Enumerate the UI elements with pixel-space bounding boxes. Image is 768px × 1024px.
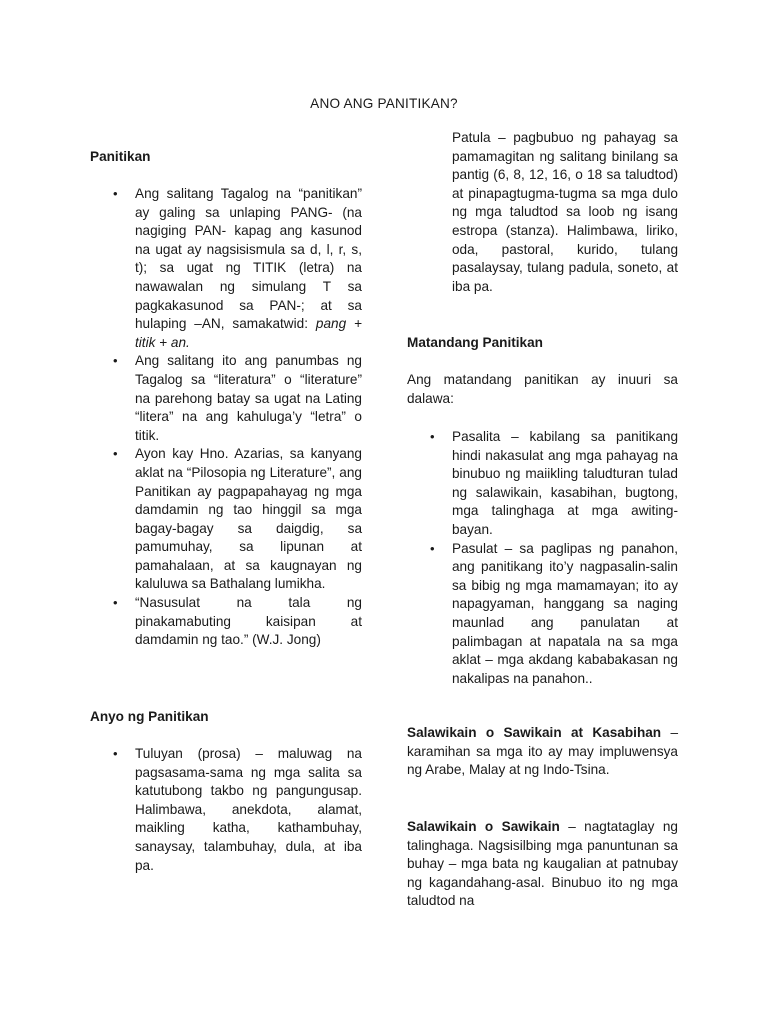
anyo-list (113, 745, 362, 875)
list-item (113, 745, 362, 875)
bullet-icon: • (113, 595, 118, 611)
list-item (430, 540, 678, 689)
list-item (430, 428, 678, 540)
list-item (113, 594, 362, 650)
para-text: – nagtataglay ng talinghaga. Nagsisilbing mga panuntunan sa buhay – mga bata ng kaugalian at patnubay ng kagandahang-asal. Binubuo ito ng mga taludtod na (407, 819, 678, 909)
list-item-text: Ang salitang Tagalog na “panitikan” ay galing sa unlaping PANG- (na nagiging PAN- kapag ang kasunod na ugat ay nagsisismula sa d, l, r, s, t); sa ugat ng TITIK (letra) na nawawalan ng simulang T sa pagkakasunod sa PAN-; at sa hulaping –AN, samakatwid: (135, 186, 362, 332)
list-item-italic: pang + titik + an. (135, 316, 362, 350)
bullet-icon: • (430, 429, 435, 444)
para-bold-term: Salawikain o Sawikain at Kasabihan (407, 725, 662, 740)
page-title: ANO ANG PANITIKAN? (310, 96, 458, 111)
patula-paragraph: Patula – pagbubuo ng pahayag sa pamamagitan ng salitang binilang sa pantig (6, 8, 12, 16, o 18 sa taludtod) at pinapagtugma-tugma sa mga dulo ng mga taludtod sa loob ng isang estropa (stanza). Halimbawa, liriko, oda, pastoral, kurido, tulang pasalaysay, tulang padula, soneto, at iba pa. (452, 130, 678, 294)
list-item (113, 445, 362, 594)
list-item-text: “Nasusulat na tala ng pinakamabuting kaisipan at damdamin ng tao.” (W.J. Jong) (135, 595, 362, 648)
salawikain-paragraph (407, 818, 678, 911)
list-item-text: Pasalita – kabilang sa panitikang hindi nakasulat ang mga pahayag na binubuo ng maiikling taludturan tulad ng salawikain, kasabihan, bugtong, mga talinghaga at mga awiting-bayan. (452, 429, 678, 537)
bullet-icon: • (430, 540, 435, 556)
list-item (113, 352, 362, 445)
para-bold-term: Salawikain o Sawikain (407, 819, 560, 834)
heading-panitikan: Panitikan (90, 149, 151, 164)
salawikain-kasabihan-paragraph (407, 724, 678, 780)
bullet-icon: • (113, 186, 118, 201)
list-item-text: Tuluyan (prosa) – maluwag na pagsasama-sama ng mga salita sa katutubong takbo ng pangungusap. Halimbawa, anekdota, alamat, maikling katha, kathambuhay, sanaysay, talambuhay, dula, at iba pa. (135, 746, 362, 873)
bullet-icon: • (113, 353, 118, 369)
heading-matandang: Matandang Panitikan (407, 335, 543, 350)
matandang-list (430, 428, 678, 688)
bullet-icon: • (113, 746, 118, 761)
matandang-intro: Ang matandang panitikan ay inuuri sa dalawa: (407, 372, 678, 406)
panitikan-list (113, 185, 362, 650)
list-item-text: Pasulat – sa paglipas ng panahon, ang panitikang ito’y nagpasalin-salin sa bibig ng mga mamamayan; ito ay napagyaman, hanggang sa naging maunlad ang panulatan at palimbagan at napatala na sa mga aklat – mga akdang kababakasan ng nakalipas na panahon.. (452, 540, 678, 686)
list-item (113, 185, 362, 352)
bullet-icon: • (113, 446, 118, 462)
heading-anyo: Anyo ng Panitikan (90, 709, 209, 724)
list-item-text: Ayon kay Hno. Azarias, sa kanyang aklat na “Pilosopia ng Literature”, ang Panitikan ay pagpapahayag ng mga damdamin ng tao hinggil sa mga bagay-bagay sa daigdig, sa pamumuhay, sa lipunan at pamahalaan, at sa kaugnayan ng kaluluwa sa Bathalang lumikha. (135, 446, 362, 592)
para-text: – karamihan sa mga ito ay may impluwensya ng Arabe, Malay at ng Indo-Tsina. (407, 725, 679, 778)
list-item-text: Ang salitang ito ang panumbas ng Tagalog sa “literatura” o “literature” na parehong batay sa ugat na Lating “litera” na ang kahuluga’y “letra” o titik. (135, 353, 362, 443)
